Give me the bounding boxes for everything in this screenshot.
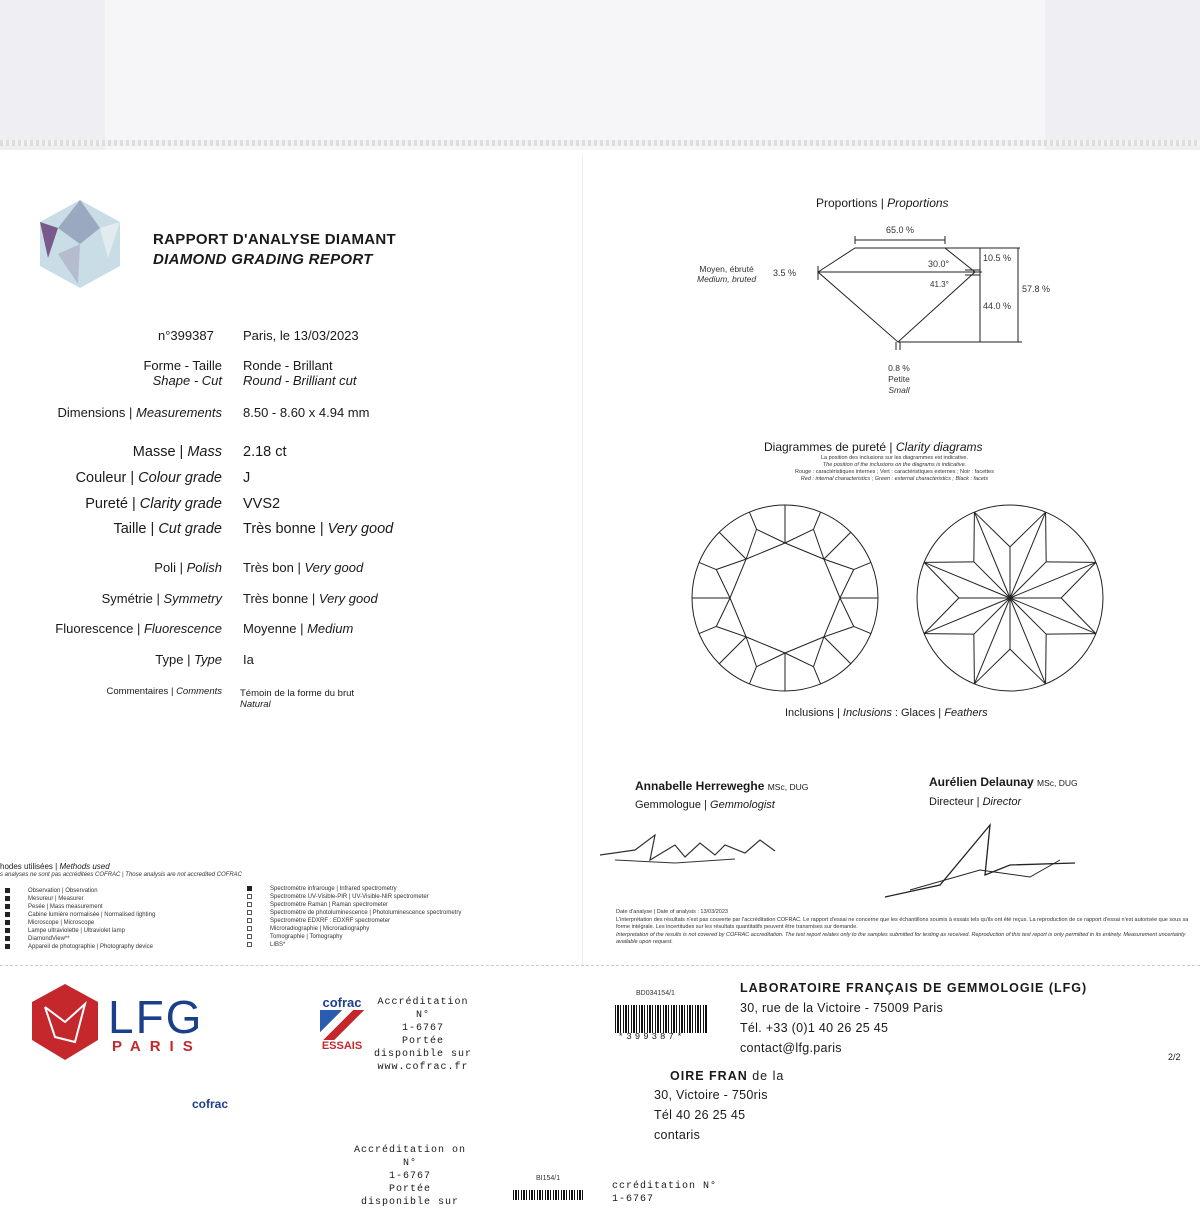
- field-mass-value: 2.18 ct: [243, 444, 287, 460]
- field-type-value: Ia: [243, 652, 254, 667]
- table-percentage: 65.0 %: [886, 225, 915, 235]
- facet-line: [974, 598, 1010, 634]
- facet-line: [840, 570, 854, 598]
- method-item: Spectromètre UV-Visible-PIR | UV-Visible-NIR spectrometer: [247, 893, 461, 901]
- method-item: Appareil de photographie | Photography device: [5, 943, 155, 951]
- unchecked-box-icon: [247, 894, 252, 899]
- facet-line: [813, 667, 820, 684]
- methods-list-right: [247, 885, 461, 949]
- clarity-notes: La position des inclusions sur les diagrammes est indicative. The position of the inclusions on the diagrams is indicative. Rouge : caractéristiques internes ; Vert : caractéristiques externes ; Noir : facettes Red : internal characteristics ; Green : external characteristics ; Black : facets: [794, 455, 994, 482]
- field-comments-value: Témoin de la forme du brut Natural: [240, 688, 355, 710]
- signatory-gemmologist: Annabelle Herreweghe MSc, DUG Gemmologue | Gemmologist: [635, 779, 809, 811]
- facet-line: [813, 529, 823, 559]
- facet-line: [746, 637, 785, 653]
- facet-line: [716, 598, 730, 626]
- method-item: Spectromètre Raman | Raman spectrometer: [247, 901, 461, 909]
- pavilion-angle: 41.3°: [930, 280, 949, 289]
- field-cut-label: Taille | Cut grade: [113, 521, 222, 537]
- facet-line: [749, 667, 756, 684]
- facet-line: [719, 532, 746, 559]
- checked-box-icon: [5, 912, 10, 917]
- checked-box-icon: [247, 886, 252, 891]
- facet-line: [746, 637, 756, 667]
- method-item: Lampe ultraviolette | Ultraviolet lamp: [5, 927, 155, 935]
- facet-line: [1061, 562, 1096, 598]
- facet-line: [824, 626, 854, 636]
- facet-line: [785, 543, 824, 559]
- facet-line: [924, 562, 974, 563]
- lfg-logo-paris: PARIS: [112, 1038, 202, 1055]
- facet-line: [757, 529, 785, 543]
- total-depth: 57.8 %: [1022, 284, 1051, 294]
- facet-line: [746, 529, 756, 559]
- facet-line: [1046, 634, 1047, 684]
- method-item: Spectromètre de photoluminescence | Photoluminescence spectrometry: [247, 909, 461, 917]
- facet-line: [757, 653, 785, 667]
- barcode-number: *399387*: [618, 1032, 686, 1042]
- field-type-label: Type | Type: [155, 652, 222, 667]
- crown-view-diagram: [692, 505, 878, 691]
- cofrac-logo: cofrac ESSAIS: [321, 995, 363, 1052]
- girdle-label: Moyen, ébruté Medium, bruted: [697, 264, 757, 284]
- unchecked-box-icon: [247, 926, 252, 931]
- barcode: [615, 1005, 707, 1033]
- facet-line: [730, 598, 746, 637]
- unchecked-box-icon: [247, 902, 252, 907]
- page-edge: [0, 140, 1200, 146]
- facet-line: [716, 626, 746, 636]
- facet-line: [824, 532, 851, 559]
- method-item: Cabine lumière normalisée | Normalised lighting: [5, 911, 155, 919]
- scan-background-overlay: [105, 0, 1045, 150]
- field-clarity-value: VVS2: [243, 496, 281, 512]
- facet-line: [813, 512, 820, 529]
- report-date: Paris, le 13/03/2023: [243, 328, 359, 343]
- checked-box-icon: [5, 936, 10, 941]
- facet-line: [974, 512, 1010, 547]
- facet-line: [1061, 598, 1096, 634]
- method-item: LIBS*: [247, 941, 461, 949]
- ghost-barcode: [513, 1190, 583, 1200]
- facet-line: [1046, 562, 1096, 563]
- method-item: Mesureur | Measurer: [5, 895, 155, 903]
- gemmologist-signature: [595, 815, 795, 875]
- method-item: Microradiographie | Microradiography: [247, 925, 461, 933]
- facet-line: [974, 634, 975, 684]
- field-fluorescence-label: Fluorescence | Fluorescence: [55, 621, 222, 636]
- facet-line: [824, 598, 840, 637]
- method-item: Spectromètre EDXRF : EDXRF spectrometer: [247, 917, 461, 925]
- facet-line: [840, 598, 854, 626]
- method-item: Tomographie | Tomography: [247, 933, 461, 941]
- field-cut-value: Très bonne | Very good: [243, 521, 394, 537]
- field-shape-label: Forme - Taille Shape - Cut: [143, 358, 222, 388]
- page-number: 2/2: [1168, 1052, 1181, 1062]
- field-colour-label: Couleur | Colour grade: [75, 470, 222, 486]
- field-symmetry-label: Symétrie | Symmetry: [101, 591, 222, 606]
- culet-label: 0.8 % Petite Small: [888, 363, 910, 395]
- method-item: Spectromètre infrarouge | Infrared spectrometry: [247, 885, 461, 893]
- clarity-diagrams: [688, 502, 1108, 697]
- facet-line: [716, 559, 746, 569]
- facet-line: [785, 529, 813, 543]
- facet-line: [719, 637, 746, 664]
- method-item: Pesée | Mass measurement: [5, 903, 155, 911]
- facet-line: [824, 637, 851, 664]
- field-comments-label: Commentaires | Comments: [106, 686, 222, 697]
- lfg-gem-logo: [38, 198, 122, 290]
- facet-line: [924, 634, 974, 635]
- facet-line: [813, 637, 823, 667]
- ghost-contact: 30, Victoire - 750ris Tél 40 26 25 45 contaris: [654, 1088, 768, 1142]
- lab-contact: LABORATOIRE FRANÇAIS DE GEMMOLOGIE (LFG) 30, rue de la Victoire - 75009 Paris Tél. +33 (0)1 40 26 25 45 contact@lfg.paris: [740, 981, 1088, 1055]
- field-colour-value: J: [243, 470, 251, 486]
- facet-line: [749, 512, 756, 529]
- facet-line: [746, 543, 785, 559]
- field-symmetry-value: Très bonne | Very good: [243, 591, 378, 606]
- field-clarity-label: Pureté | Clarity grade: [85, 496, 222, 512]
- field-mass-label: Masse | Mass: [132, 444, 222, 460]
- facet-line: [924, 562, 959, 598]
- unchecked-box-icon: [247, 942, 252, 947]
- pavilion-depth: 44.0 %: [983, 301, 1012, 311]
- director-signature: [880, 815, 1080, 905]
- facet-line: [854, 562, 871, 569]
- facet-line: [785, 653, 813, 667]
- checked-box-icon: [5, 896, 10, 901]
- signatory-director: Aurélien Delaunay MSc, DUG Directeur | Director: [929, 775, 1078, 808]
- facet-line: [1010, 562, 1046, 598]
- field-polish-label: Poli | Polish: [154, 560, 222, 575]
- ghost-cofrac-logo: cofrac: [192, 1097, 229, 1111]
- facet-line: [1046, 512, 1047, 562]
- facet-line: [974, 649, 1010, 684]
- checked-box-icon: [5, 944, 10, 949]
- report-title: [153, 230, 396, 270]
- facet-line: [716, 570, 730, 598]
- facet-line: [854, 626, 871, 633]
- title-fr: RAPPORT D'ANALYSE DIAMANT: [153, 231, 397, 248]
- field-polish-value: Très bon | Very good: [243, 560, 364, 575]
- facet-line: [1046, 634, 1096, 635]
- facet-line: [1010, 598, 1046, 634]
- girdle-value: 3.5 %: [773, 268, 797, 278]
- lfg-hexagon-logo: [30, 982, 100, 1062]
- checked-box-icon: [5, 920, 10, 925]
- field-dimensions-value: 8.50 - 8.60 x 4.94 mm: [243, 405, 370, 420]
- clarity-title: Diagrammes de pureté | Clarity diagrams: [764, 440, 983, 454]
- facet-line: [824, 559, 854, 569]
- checked-box-icon: [5, 928, 10, 933]
- facet-line: [1010, 649, 1046, 684]
- ghost-lab-fragment: OIRE FRAN de la: [670, 1069, 785, 1083]
- unchecked-box-icon: [247, 934, 252, 939]
- unchecked-box-icon: [247, 910, 252, 915]
- facet-line: [974, 512, 975, 562]
- accreditation-text: Accréditation N° 1-6767 Portée disponible sur www.cofrac.fr: [373, 997, 472, 1073]
- facet-line: [974, 562, 1010, 598]
- facet-line: [824, 559, 840, 598]
- disclaimer: Date d'analyse | Date of analysis : 13/03/2023 L'interprétation des résultats n'est pas couverte par l'accréditation COFRAC. Le rapport d'essai ne concerne que les échantillons soumis à essais tels qu'ils ont été reçus. La reproduction de ce rapport d'essai n'est autorisée que sous sa forme intégrale. Les incertitudes sur les résultats quantitatifs peuvent être transmises sur demande. Interpretation of the results is not covered by COFRAC accreditation. The test report relates only to the samples submitted for testing as received. Reproduction of this test report is only permitted in its entirety. Measurement uncertainty available upon request.: [616, 909, 1189, 945]
- pavilion-view-diagram: [917, 505, 1103, 691]
- unchecked-box-icon: [247, 918, 252, 923]
- crown-angle: 30.0°: [928, 259, 950, 269]
- inclusions-legend: Inclusions | Inclusions : Glaces | Feathers: [785, 707, 988, 719]
- checked-box-icon: [5, 888, 10, 893]
- lfg-logo-text: LFG: [108, 991, 204, 1043]
- proportions-diagram: [800, 230, 1030, 355]
- facet-line: [1010, 512, 1046, 547]
- field-shape-value: Ronde - Brillant Round - Brilliant cut: [243, 358, 357, 388]
- facet-line: [699, 562, 716, 569]
- page-fold: [582, 155, 583, 965]
- barcode-ref: BD034154/1: [636, 990, 675, 997]
- field-fluorescence-value: Moyenne | Medium: [243, 621, 354, 636]
- facet-line: [785, 637, 824, 653]
- ghost-accreditation: Accréditation on N° 1-6767 Portée disponible sur: [353, 1145, 466, 1208]
- methods-section: hodes utilisées | Methods used s analyses ne sont pas accréditées COFRAC | Those analysis are not accredited COFRAC: [0, 862, 242, 878]
- field-dimensions-label: Dimensions | Measurements: [57, 405, 222, 420]
- facet-line: [924, 598, 959, 634]
- method-item: Microscope | Microscope: [5, 919, 155, 927]
- methods-list-left: [5, 887, 155, 951]
- proportions-title: Proportions | Proportions: [816, 196, 949, 210]
- report-number: n°399387: [158, 328, 214, 343]
- facet-line: [730, 559, 746, 598]
- title-en: DIAMOND GRADING REPORT: [153, 251, 373, 268]
- ghost-accreditation-2: ccréditation N° 1-6767: [612, 1181, 718, 1205]
- checked-box-icon: [5, 904, 10, 909]
- crown-height: 10.5 %: [983, 253, 1012, 263]
- method-item: Observation | Observation: [5, 887, 155, 895]
- facet-line: [699, 626, 716, 633]
- method-item: DiamondView**: [5, 935, 155, 943]
- ghost-barcode-ref: BI154/1: [536, 1175, 561, 1182]
